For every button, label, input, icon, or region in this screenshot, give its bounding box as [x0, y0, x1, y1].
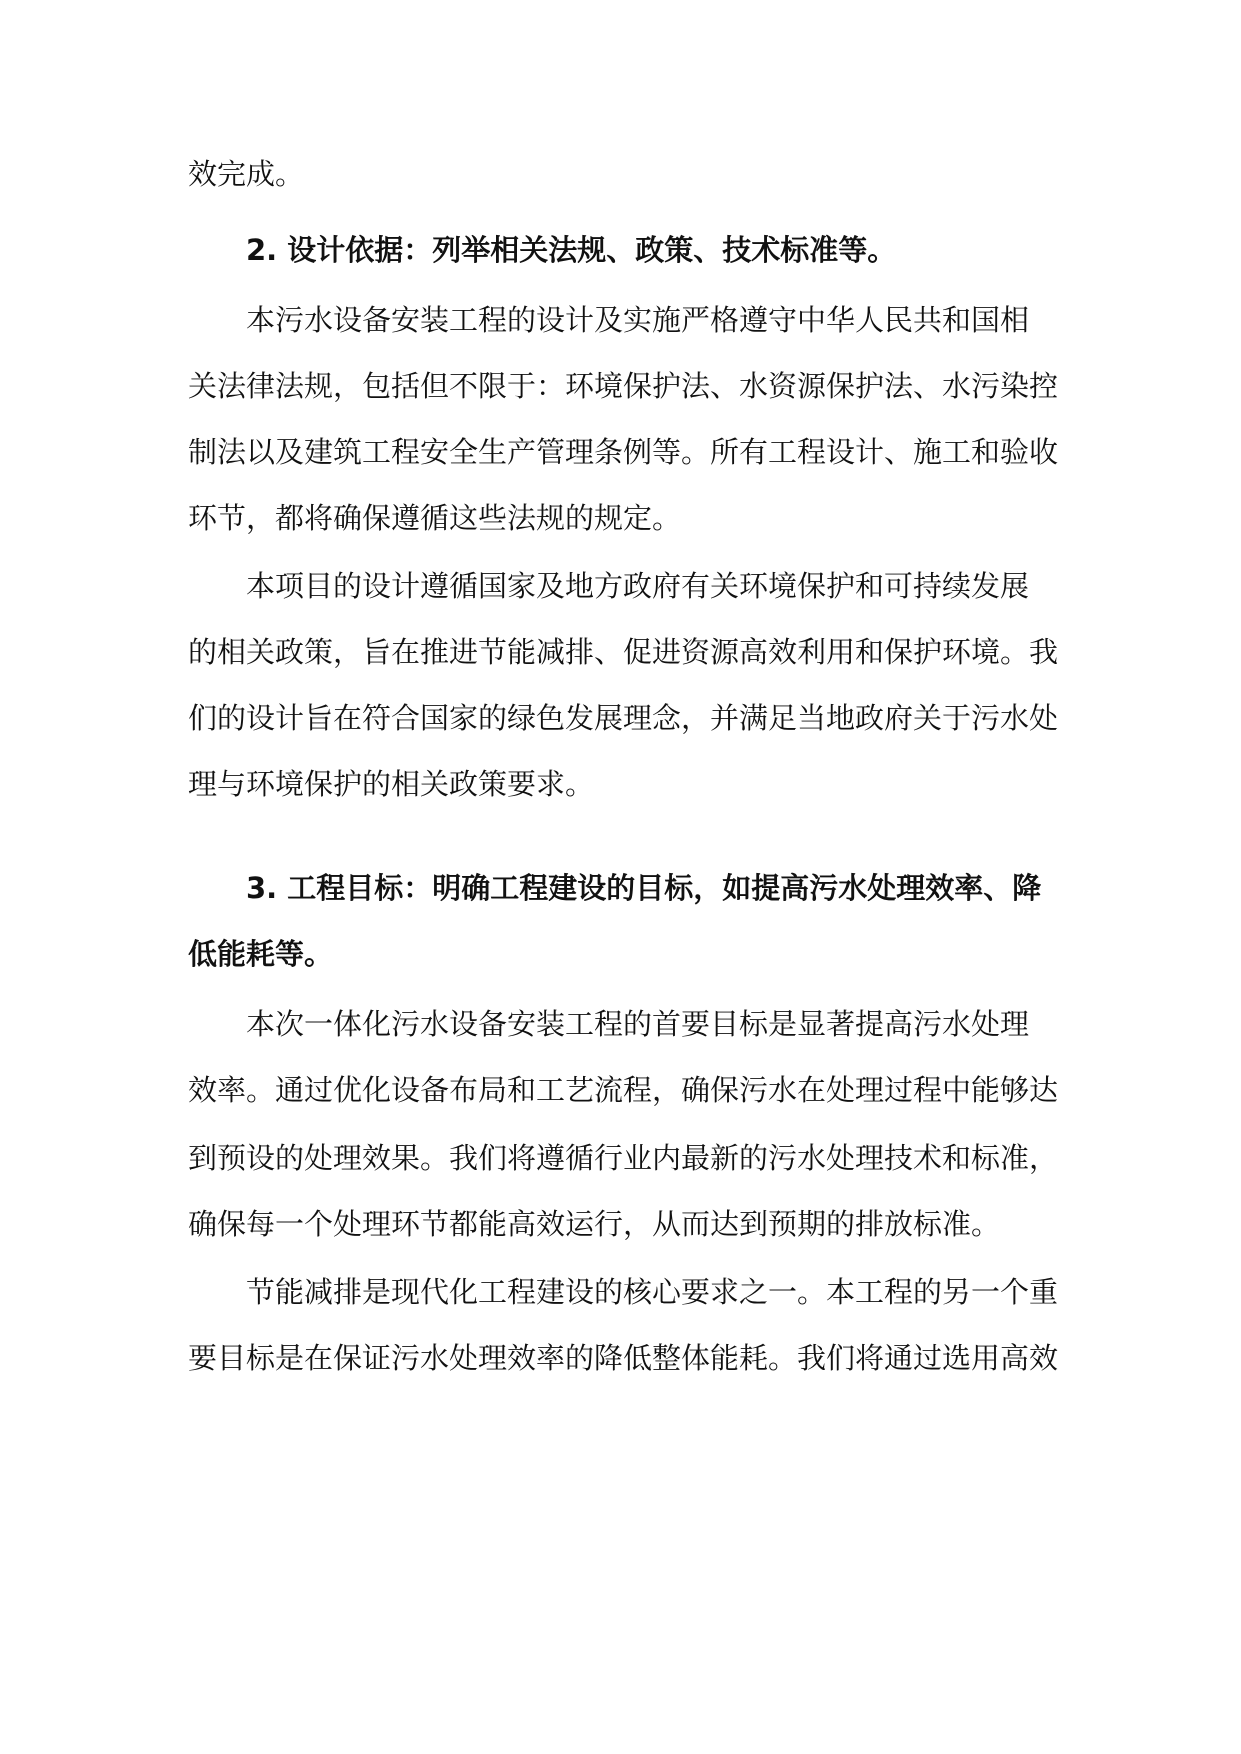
paragraph-laws-line-1: 本污水设备安装工程的设计及实施严格遵守中华人民共和国相 [246, 303, 1030, 337]
paragraph-policy-line-3: 们的设计旨在符合国家的绿色发展理念，并满足当地政府关于污水处 [188, 701, 1059, 735]
paragraph-efficiency-line-1: 本次一体化污水设备安装工程的首要目标是显著提高污水处理 [246, 1007, 1030, 1041]
paragraph-continuation: 效完成。 [188, 157, 305, 191]
paragraph-efficiency-line-2: 效率。通过优化设备布局和工艺流程，确保污水在处理过程中能够达 [188, 1073, 1059, 1107]
paragraph-laws-line-2: 关法律法规，包括但不限于：环境保护法、水资源保护法、水污染控 [188, 369, 1059, 403]
paragraph-energy-line-2: 要目标是在保证污水处理效率的降低整体能耗。我们将通过选用高效 [188, 1341, 1059, 1375]
paragraph-policy-line-2: 的相关政策，旨在推进节能减排、促进资源高效利用和保护环境。我 [188, 635, 1059, 669]
section-heading-project-goals: 3. 工程目标：明确工程建设的目标，如提高污水处理效率、降 [246, 871, 1042, 905]
paragraph-efficiency-line-4: 确保每一个处理环节都能高效运行，从而达到预期的排放标准。 [188, 1207, 1001, 1241]
section-heading-design-basis: 2. 设计依据：列举相关法规、政策、技术标准等。 [246, 233, 897, 267]
paragraph-policy-line-1: 本项目的设计遵循国家及地方政府有关环境保护和可持续发展 [246, 569, 1030, 603]
paragraph-policy-line-4: 理与环境保护的相关政策要求。 [188, 767, 595, 801]
paragraph-energy-line-1: 节能减排是现代化工程建设的核心要求之一。本工程的另一个重 [246, 1275, 1059, 1309]
paragraph-laws-line-3: 制法以及建筑工程安全生产管理条例等。所有工程设计、施工和验收 [188, 435, 1059, 469]
paragraph-laws-line-4: 环节，都将确保遵循这些法规的规定。 [188, 501, 682, 535]
paragraph-efficiency-line-3: 到预设的处理效果。我们将遵循行业内最新的污水处理技术和标准， [188, 1141, 1059, 1175]
section-heading-project-goals-cont: 低能耗等。 [188, 937, 334, 971]
